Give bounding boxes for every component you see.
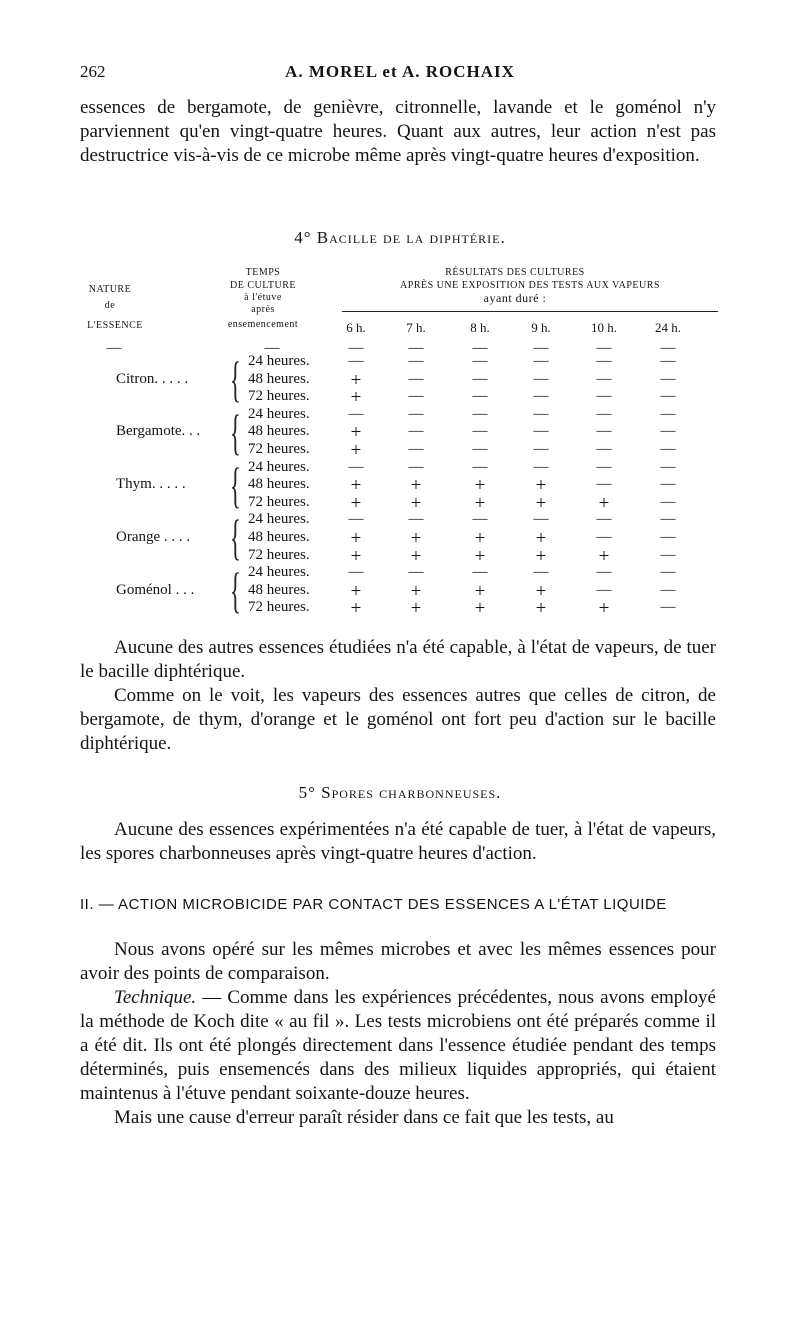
growth-positive: +	[350, 528, 362, 549]
culture-time: 72 heures.	[248, 388, 310, 405]
growth-positive: +	[598, 598, 610, 620]
technique-lead: Technique.	[114, 987, 197, 1008]
growth-negative: —	[472, 405, 488, 422]
running-title: A. MOREL et A. ROCHAIX	[285, 62, 515, 81]
results-header-1: RÉSULTATS DES CULTURES	[445, 267, 585, 278]
growth-negative: —	[596, 476, 612, 493]
growth-negative: —	[660, 493, 676, 510]
col-time-header-1: TEMPS	[245, 267, 281, 278]
row-brace: {	[230, 562, 241, 619]
growth-negative: —	[348, 511, 364, 528]
growth-positive: +	[410, 528, 422, 549]
growth-positive: +	[350, 598, 362, 620]
growth-positive: +	[350, 475, 362, 497]
growth-negative: —	[596, 458, 612, 475]
row-brace: {	[230, 456, 241, 513]
growth-negative: —	[533, 405, 549, 422]
growth-negative: —	[533, 370, 549, 387]
culture-time: 24 heures.	[248, 353, 310, 369]
time-column-header: 6 h.	[346, 320, 366, 335]
growth-negative: —	[660, 564, 676, 581]
growth-positive: +	[350, 580, 362, 602]
growth-negative: —	[472, 370, 488, 387]
growth-negative: —	[596, 353, 612, 369]
time-column-header: 10 h.	[591, 320, 617, 335]
growth-negative: —	[472, 353, 488, 369]
growth-negative: —	[408, 353, 424, 369]
growth-positive: +	[350, 387, 362, 409]
growth-negative: —	[596, 388, 612, 405]
culture-time: 24 heures.	[248, 564, 310, 581]
growth-negative: —	[408, 564, 424, 581]
intro-paragraph	[80, 96, 716, 168]
section-2-body	[80, 938, 716, 1130]
growth-negative: —	[408, 405, 424, 422]
results-brace-line	[342, 311, 718, 312]
growth-positive: +	[350, 440, 362, 461]
essence-label: Orange . . . .	[116, 529, 191, 545]
growth-negative: —	[596, 581, 612, 598]
culture-time: 24 heures.	[248, 405, 310, 422]
growth-negative: —	[596, 370, 612, 387]
growth-negative: —	[533, 441, 549, 457]
growth-negative: —	[596, 564, 612, 581]
growth-negative: —	[660, 476, 676, 493]
culture-time: 72 heures.	[248, 493, 310, 510]
growth-negative: —	[660, 353, 676, 369]
essence-label: Thym. . . . .	[116, 476, 186, 493]
intro-text: essences de bergamote, de genièvre, citronnelle, lavande et le goménol n'y parviennent qu'en vingt-quatre heures. Quant aux autres, leur action n'est pas destructrice vis-à-vis de ce microbe même après vingt-quatre heures d'exposition.	[80, 97, 716, 166]
growth-positive: +	[410, 580, 422, 602]
growth-negative: —	[408, 458, 424, 475]
growth-negative: —	[472, 458, 488, 475]
growth-negative: —	[596, 529, 612, 545]
growth-negative: —	[348, 564, 364, 581]
culture-time: 72 heures.	[248, 599, 310, 616]
growth-negative: —	[408, 388, 424, 405]
growth-negative: —	[472, 511, 488, 528]
essence-label: Citron. . . . .	[116, 370, 189, 387]
growth-negative: —	[660, 581, 676, 598]
header-dash: —	[533, 340, 549, 356]
page-number: 262	[80, 62, 106, 81]
growth-negative: —	[660, 529, 676, 545]
growth-negative: —	[348, 405, 364, 422]
col-essence-header-3: L'ESSENCE	[87, 320, 143, 331]
growth-negative: —	[472, 423, 488, 440]
commentary-1: Aucune des autres essences étudiées n'a été capable, à l'état de vapeurs, de tuer le bacille diphtérique.	[80, 637, 716, 682]
growth-positive: +	[598, 545, 610, 567]
growth-positive: +	[535, 475, 547, 497]
time-column-header: 8 h.	[470, 320, 490, 335]
col-time-header-4: après	[251, 304, 275, 315]
growth-positive: +	[410, 598, 422, 620]
culture-time: 48 heures.	[248, 529, 310, 545]
header-dash: —	[596, 340, 612, 356]
section-5-title: 5° Spores charbonneuses.	[298, 783, 502, 802]
row-brace: {	[230, 403, 241, 460]
growth-positive: +	[350, 545, 362, 567]
culture-time: 72 heures.	[248, 546, 310, 563]
growth-negative: —	[596, 423, 612, 440]
growth-negative: —	[660, 546, 676, 563]
table-commentary	[80, 636, 716, 756]
growth-positive: +	[350, 492, 362, 514]
results-header-3: ayant duré :	[483, 291, 547, 305]
essence-label: Bergamote. . .	[116, 423, 201, 440]
growth-negative: —	[533, 511, 549, 528]
commentary-2: Comme on le voit, les vapeurs des essences autres que celles de citron, de bergamote, de thym, d'orange et le goménol ont fort peu d'action sur le bacille diphtérique.	[80, 685, 716, 754]
growth-negative: —	[596, 511, 612, 528]
growth-negative: —	[472, 388, 488, 405]
section-4-title: 4° Bacille de la diphtérie.	[294, 228, 506, 247]
growth-negative: —	[348, 458, 364, 475]
results-header-2: APRÈS UNE EXPOSITION DES TESTS AUX VAPEURS	[400, 280, 660, 291]
growth-positive: +	[598, 492, 610, 514]
growth-negative: —	[533, 564, 549, 581]
growth-negative: —	[533, 458, 549, 475]
growth-negative: —	[472, 441, 488, 457]
growth-negative: —	[660, 423, 676, 440]
section-2-para-2	[80, 986, 716, 1106]
section-5-paragraph	[80, 818, 716, 866]
technique-text: — Comme dans les expériences précédentes, nous avons employé la méthode de Koch dite « au fil ». Les tests microbiens ont été préparés comme il a été dit. Ils ont été plongés directement dans l'essence étudiée pendant des temps déterminés, puis ensemencés dans des milieux liquides appropriés, qui étaient maintenus à l'étuve pendant soixante-douze heures.	[80, 987, 716, 1104]
growth-positive: +	[474, 492, 486, 514]
essence-label: Goménol . . .	[116, 581, 195, 598]
col-time-header-5: ensemencement	[227, 319, 299, 330]
culture-time: 24 heures.	[248, 511, 310, 528]
growth-positive: +	[474, 580, 486, 602]
col-time-header-3: à l'étuve	[244, 292, 282, 303]
page-header	[80, 62, 720, 86]
growth-negative: —	[660, 599, 676, 616]
growth-negative: —	[660, 388, 676, 405]
col-time-header-2: DE CULTURE	[229, 280, 297, 291]
growth-negative: —	[408, 441, 424, 457]
header-dash: —	[408, 340, 424, 356]
growth-positive: +	[535, 492, 547, 514]
row-brace: {	[230, 509, 241, 566]
culture-time: 48 heures.	[248, 476, 310, 493]
section-2-title: II. — ACTION MICROBICIDE PAR CONTACT DES ESSENCES A L'ÉTAT LIQUIDE	[80, 896, 667, 913]
col-essence-header-2: de	[104, 300, 116, 311]
col-essence-header-1: NATURE	[88, 284, 132, 295]
growth-negative: —	[660, 441, 676, 457]
time-column-header: 24 h.	[655, 320, 681, 335]
header-dash: —	[264, 340, 280, 356]
growth-positive: +	[474, 545, 486, 567]
time-column-header: 9 h.	[531, 320, 551, 335]
growth-positive: +	[410, 492, 422, 514]
culture-time: 48 heures.	[248, 581, 310, 598]
growth-positive: +	[410, 475, 422, 497]
growth-negative: —	[472, 564, 488, 581]
culture-time: 48 heures.	[248, 370, 310, 387]
growth-negative: —	[533, 388, 549, 405]
growth-negative: —	[660, 511, 676, 528]
growth-positive: +	[535, 580, 547, 602]
section-5-text: Aucune des essences expérimentées n'a été capable de tuer, à l'état de vapeurs, les spores charbonneuses après vingt-quatre heures d'action.	[80, 819, 716, 864]
growth-negative: —	[596, 405, 612, 422]
culture-time: 24 heures.	[248, 458, 310, 475]
results-table	[80, 258, 720, 618]
growth-negative: —	[660, 458, 676, 475]
time-column-header: 7 h.	[406, 320, 426, 335]
growth-negative: —	[408, 423, 424, 440]
growth-positive: +	[474, 528, 486, 549]
growth-positive: +	[535, 598, 547, 620]
growth-positive: +	[410, 545, 422, 567]
culture-time: 72 heures.	[248, 441, 310, 457]
section-2-para-3: Mais une cause d'erreur paraît résider dans ce fait que les tests, au	[114, 1107, 614, 1128]
growth-negative: —	[533, 353, 549, 369]
row-brace: {	[230, 351, 241, 407]
growth-positive: +	[350, 369, 362, 391]
header-dash: —	[106, 340, 122, 356]
growth-positive: +	[474, 598, 486, 620]
growth-positive: +	[350, 422, 362, 444]
growth-positive: +	[535, 545, 547, 567]
growth-negative: —	[660, 405, 676, 422]
growth-negative: —	[408, 370, 424, 387]
section-2-para-1: Nous avons opéré sur les mêmes microbes et avec les mêmes essences pour avoir des points de comparaison.	[80, 939, 716, 984]
header-dash: —	[660, 340, 676, 356]
growth-positive: +	[535, 528, 547, 549]
header-dash: —	[472, 340, 488, 356]
header-dash: —	[348, 340, 364, 356]
growth-negative: —	[660, 370, 676, 387]
growth-positive: +	[474, 475, 486, 497]
growth-negative: —	[533, 423, 549, 440]
growth-negative: —	[596, 441, 612, 457]
growth-negative: —	[348, 353, 364, 369]
growth-negative: —	[408, 511, 424, 528]
culture-time: 48 heures.	[248, 423, 310, 440]
